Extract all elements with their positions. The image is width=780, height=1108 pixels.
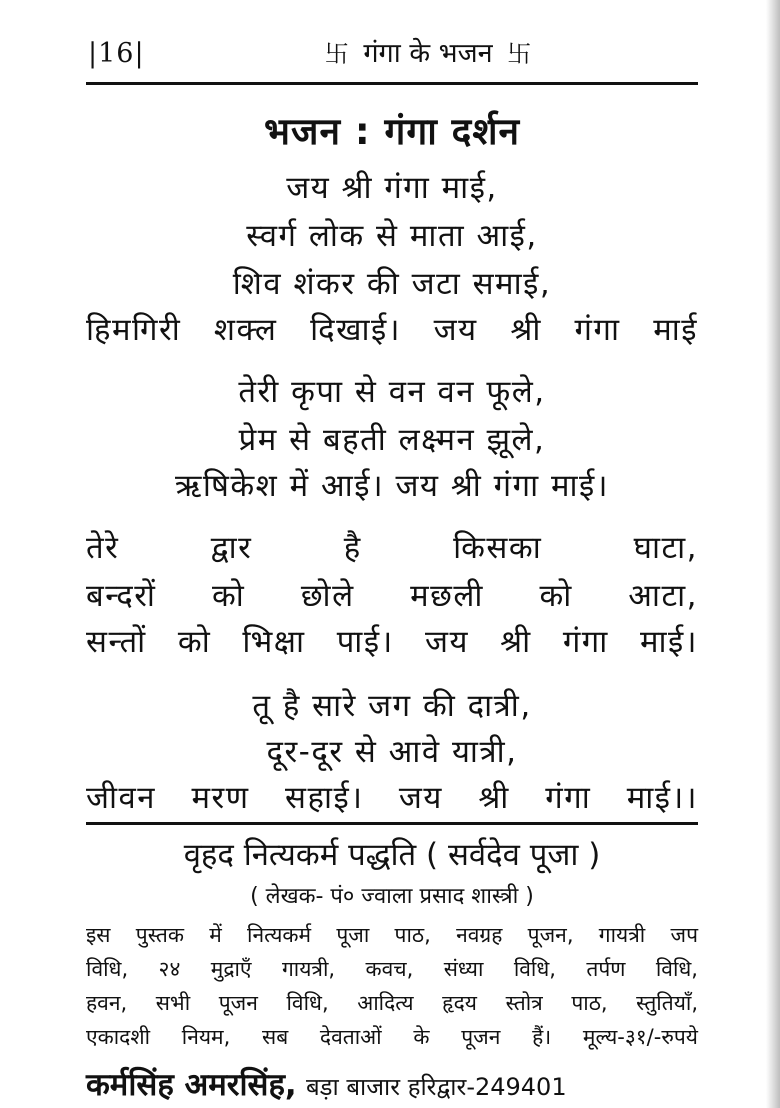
publisher-line	[86, 1064, 698, 1108]
verse-line: तेरे द्वार है किसका घाटा,	[86, 530, 698, 566]
verse-line: तेरी कृपा से वन वन फूले,	[238, 374, 546, 410]
verse-line: जीवन मरण सहाई। जय श्री गंगा माई।।	[86, 780, 698, 816]
advert-description-line: हवन, सभी पूजन विधि, आदित्य हृदय स्तोत्र पाठ, स्तुतियाँ,	[86, 991, 698, 1015]
page-header	[88, 34, 698, 74]
verse-line: हिमगिरी शक्ल दिखाई। जय श्री गंगा माई	[86, 312, 698, 348]
swastika-icon: 卐	[324, 40, 349, 68]
swastika-icon: 卐	[507, 40, 532, 68]
header-divider	[86, 82, 698, 85]
bhajan-title: भजन : गंगा दर्शन	[263, 110, 521, 153]
advert-divider	[86, 822, 698, 825]
verse-line: बन्दरों को छोले मछली को आटा,	[86, 578, 698, 614]
publisher-address: बड़ा बाजार हरिद्वार-249401	[305, 1073, 567, 1101]
publisher-name: कर्मसिंह अमरसिंह,	[86, 1067, 297, 1103]
verse-line: तू है सारे जग की दात्री,	[252, 688, 532, 724]
verse-line: जय श्री गंगा माई,	[286, 170, 498, 206]
advert-description-line: विधि, २४ मुद्राएँ गायत्री, कवच, संध्या विधि, तर्पण विधि,	[86, 957, 698, 981]
advert-description-line: इस पुस्तक में नित्यकर्म पूजा पाठ, नवग्रह पूजन, गायत्री जप	[86, 923, 698, 947]
page-edge-shadow	[766, 0, 780, 1108]
advert-author: ( लेखक- पं० ज्वाला प्रसाद शास्त्री )	[250, 884, 534, 909]
verse-line: सन्तों को भिक्षा पाई। जय श्री गंगा माई।	[86, 624, 698, 660]
verse-line: स्वर्ग लोक से माता आई,	[246, 218, 538, 254]
page-number: |16|	[88, 38, 145, 69]
advert-book-title: वृहद नित्यकर्म पद्धति ( सर्वदेव पूजा )	[183, 837, 601, 873]
verse-line: प्रेम से बहती लक्ष्मन झूले,	[238, 422, 546, 458]
verse-line: ऋषिकेश में आई। जय श्री गंगा माई।	[174, 468, 610, 504]
advert-description-line: एकादशी नियम, सब देवताओं के पूजन हैं। मूल्य-३१/-रुपये	[86, 1025, 698, 1049]
verse-line: दूर-दूर से आवे यात्री,	[266, 734, 518, 770]
verse-line: शिव शंकर की जटा समाई,	[232, 266, 552, 302]
running-title	[258, 34, 598, 74]
running-title-text: गंगा के भजन	[363, 38, 493, 69]
